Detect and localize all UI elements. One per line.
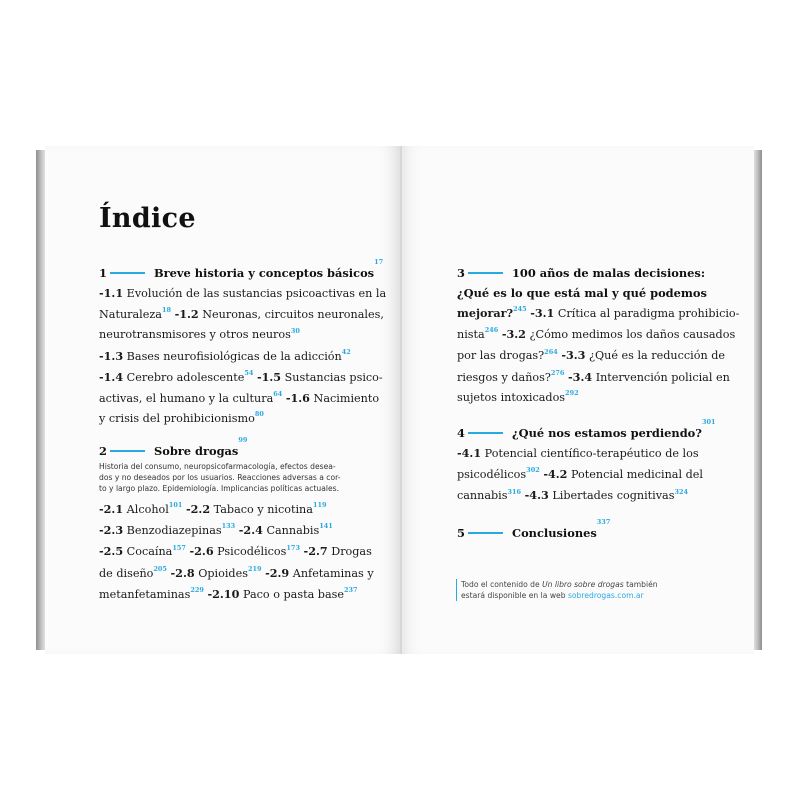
toc-line: [457, 367, 739, 388]
item-code: -2.4: [238, 523, 263, 538]
item-code: -3.1: [530, 306, 555, 320]
page-number: 80: [254, 410, 264, 419]
page-number: 157: [172, 543, 186, 552]
section-number: 3: [457, 266, 465, 280]
item-text: Psicodélicos: [217, 545, 287, 559]
page-number: 141: [319, 522, 333, 531]
item-code: -3.4: [568, 369, 593, 384]
section-number: 1: [99, 266, 107, 280]
item-text: Intervención policial en: [595, 370, 730, 384]
page-number: 205: [153, 564, 167, 573]
section-5: [457, 523, 610, 543]
item-text: Sustancias psico-: [284, 370, 383, 384]
page-number: 276: [550, 368, 565, 377]
item-text: ¿Qué es la reducción de: [588, 349, 725, 363]
page-number: 42: [341, 347, 351, 356]
item-code: -2.8: [170, 565, 195, 580]
toc-line: [99, 520, 374, 541]
item-text: Potencial medicinal del: [570, 468, 703, 482]
page-number: 245: [513, 305, 527, 314]
item-code: -3.2: [501, 327, 526, 342]
page-number: 324: [674, 487, 689, 496]
page-number: 30: [290, 326, 300, 335]
section-2: [99, 441, 374, 605]
section-3: [457, 263, 739, 408]
section-title: Conclusiones: [512, 526, 597, 540]
toc-line: [99, 304, 386, 325]
item-text: Nacimiento: [313, 392, 380, 406]
item-code: -2.1: [99, 502, 124, 516]
item-code: -1.5: [256, 369, 282, 384]
item-text: y crisis del prohibicionismo: [99, 412, 255, 426]
toc-line: [99, 541, 374, 562]
accent-dash: [468, 532, 503, 534]
toc-line: [457, 303, 739, 324]
website-link[interactable]: sobredrogas.com.ar: [567, 591, 644, 600]
item-code: -4.1: [457, 446, 482, 460]
toc-line: [457, 464, 716, 485]
page-number: 173: [286, 543, 300, 552]
item-text: Bases neurofisiológicas de la adicción: [126, 349, 342, 363]
toc-line: [457, 485, 716, 506]
page-number: 246: [484, 326, 499, 335]
item-code: -4.2: [543, 467, 568, 482]
toc-line: [99, 584, 374, 605]
section-title: ¿Qué nos estamos perdiendo?: [512, 426, 702, 440]
book-edge-right: [753, 150, 762, 650]
description-line: to y largo plazo. Epidemiología. Implicancias políticas actuales.: [99, 484, 340, 493]
toc-line: [99, 346, 386, 367]
page-number: 264: [544, 347, 558, 356]
note-line-1: [461, 579, 658, 590]
item-text: Drogas: [331, 545, 372, 559]
page-number: 18: [161, 306, 171, 315]
section-title: Sobre drogas: [154, 444, 239, 458]
page-number: 119: [312, 501, 327, 510]
item-text: Evolución de las sustancias psicoactivas en la: [126, 287, 387, 300]
section-title: ¿Qué es lo que está mal y qué podemos: [457, 286, 707, 300]
item-text: Neuronas, circuitos neuronales,: [202, 308, 384, 322]
item-code: -1.2: [174, 307, 199, 322]
item-text: Cerebro adolescente: [126, 370, 245, 384]
accent-dash: [468, 272, 503, 274]
item-text: Tabaco y nicotina: [213, 503, 313, 516]
item-text: nista: [457, 328, 485, 342]
item-text: cannabis: [457, 489, 508, 503]
description-line: Historia del consumo, neuropsicofarmacología, efectos desea-: [99, 462, 336, 471]
item-text: Libertades cognitivas: [552, 489, 675, 503]
item-code: -2.3: [99, 523, 124, 538]
item-code: -1.4: [99, 369, 124, 384]
book-title: Un libro sobre drogas: [542, 580, 624, 589]
item-code: -2.5: [99, 544, 124, 559]
item-text: Crítica al paradigma prohibicio-: [557, 307, 740, 320]
section-number: 5: [457, 526, 465, 540]
item-text: de diseño: [99, 566, 154, 580]
item-text: activas, el humano y la cultura: [99, 392, 274, 406]
item-code: -2.7: [303, 544, 328, 559]
toc-line: [99, 283, 386, 304]
section-title: Breve historia y conceptos básicos: [154, 266, 375, 280]
page-number: 229: [190, 586, 204, 595]
web-availability-note: [456, 579, 658, 601]
section-title: mejorar?: [457, 306, 514, 320]
item-text: ¿Cómo medimos los daños causados: [529, 328, 736, 342]
item-text: Benzodiazepinas: [126, 524, 222, 538]
item-code: -2.2: [186, 502, 211, 516]
toc-line: [99, 409, 386, 429]
note-text: estará disponible en la web: [461, 591, 566, 600]
page-number: 237: [343, 586, 358, 595]
page-number: 64: [273, 390, 283, 399]
item-text: Cannabis: [266, 524, 320, 538]
item-code: -2.9: [265, 565, 290, 580]
item-text: riesgos y daños?: [457, 370, 551, 384]
item-text: Alcohol: [126, 503, 169, 516]
section-number: 4: [457, 426, 465, 440]
section-4-heading: [457, 423, 716, 443]
toc-line: [457, 324, 739, 345]
item-code: -1.3: [99, 348, 124, 363]
accent-dash: [110, 450, 145, 452]
item-code: -2.6: [189, 544, 214, 559]
toc-line: [99, 563, 374, 584]
section-5-heading: [457, 523, 610, 543]
section-1-heading: [99, 263, 386, 283]
page-number: 133: [221, 522, 236, 531]
section-1: [99, 263, 386, 429]
item-text: Anfetaminas y: [292, 566, 374, 580]
description-line: dos y no deseados por los usuarios. Reacciones adversas a cor-: [99, 473, 341, 482]
item-text: Opioides: [198, 566, 248, 580]
section-title: 100 años de malas decisiones:: [512, 266, 706, 280]
item-text: metanfetaminas: [99, 587, 191, 601]
item-code: -1.6: [285, 391, 310, 406]
item-code: -2.10: [207, 586, 240, 601]
accent-dash: [468, 432, 503, 434]
item-text: Paco o pasta base: [242, 587, 344, 601]
page-number: 101: [168, 501, 183, 510]
item-code: -1.1: [99, 286, 124, 300]
accent-dash: [110, 272, 145, 274]
item-code: -3.3: [561, 348, 586, 363]
page-number: 219: [247, 564, 262, 573]
toc-line: [457, 388, 739, 408]
toc-line: [99, 388, 386, 409]
page-number: 302: [526, 466, 540, 475]
page-number: 54: [244, 369, 254, 378]
item-text: sujetos intoxicados: [457, 390, 566, 404]
item-text: Cocaína: [126, 545, 173, 559]
item-text: psicodélicos: [457, 468, 527, 482]
note-text: también: [626, 580, 658, 589]
section-4: [457, 423, 716, 507]
item-text: neurotransmisores y otros neuros: [99, 328, 291, 342]
item-text: Potencial científico-terapéutico de los: [484, 447, 699, 460]
toc-line: [99, 325, 386, 345]
section-number: 2: [99, 444, 107, 458]
toc-line: [99, 367, 386, 388]
item-text: Naturaleza: [99, 308, 162, 322]
page-number: 292: [565, 389, 579, 398]
item-code: -4.3: [524, 488, 549, 503]
section-2-heading: [99, 441, 374, 461]
page-title: Índice: [99, 203, 196, 234]
section-description: [99, 461, 374, 494]
toc-line: [99, 499, 374, 520]
item-text: por las drogas?: [457, 349, 545, 363]
section-3-heading: [457, 263, 739, 283]
toc-line: [457, 345, 739, 366]
page-number: 316: [507, 487, 522, 496]
note-text: Todo el contenido de: [461, 580, 540, 589]
toc-line: [457, 443, 716, 464]
note-line-2: [461, 590, 658, 601]
